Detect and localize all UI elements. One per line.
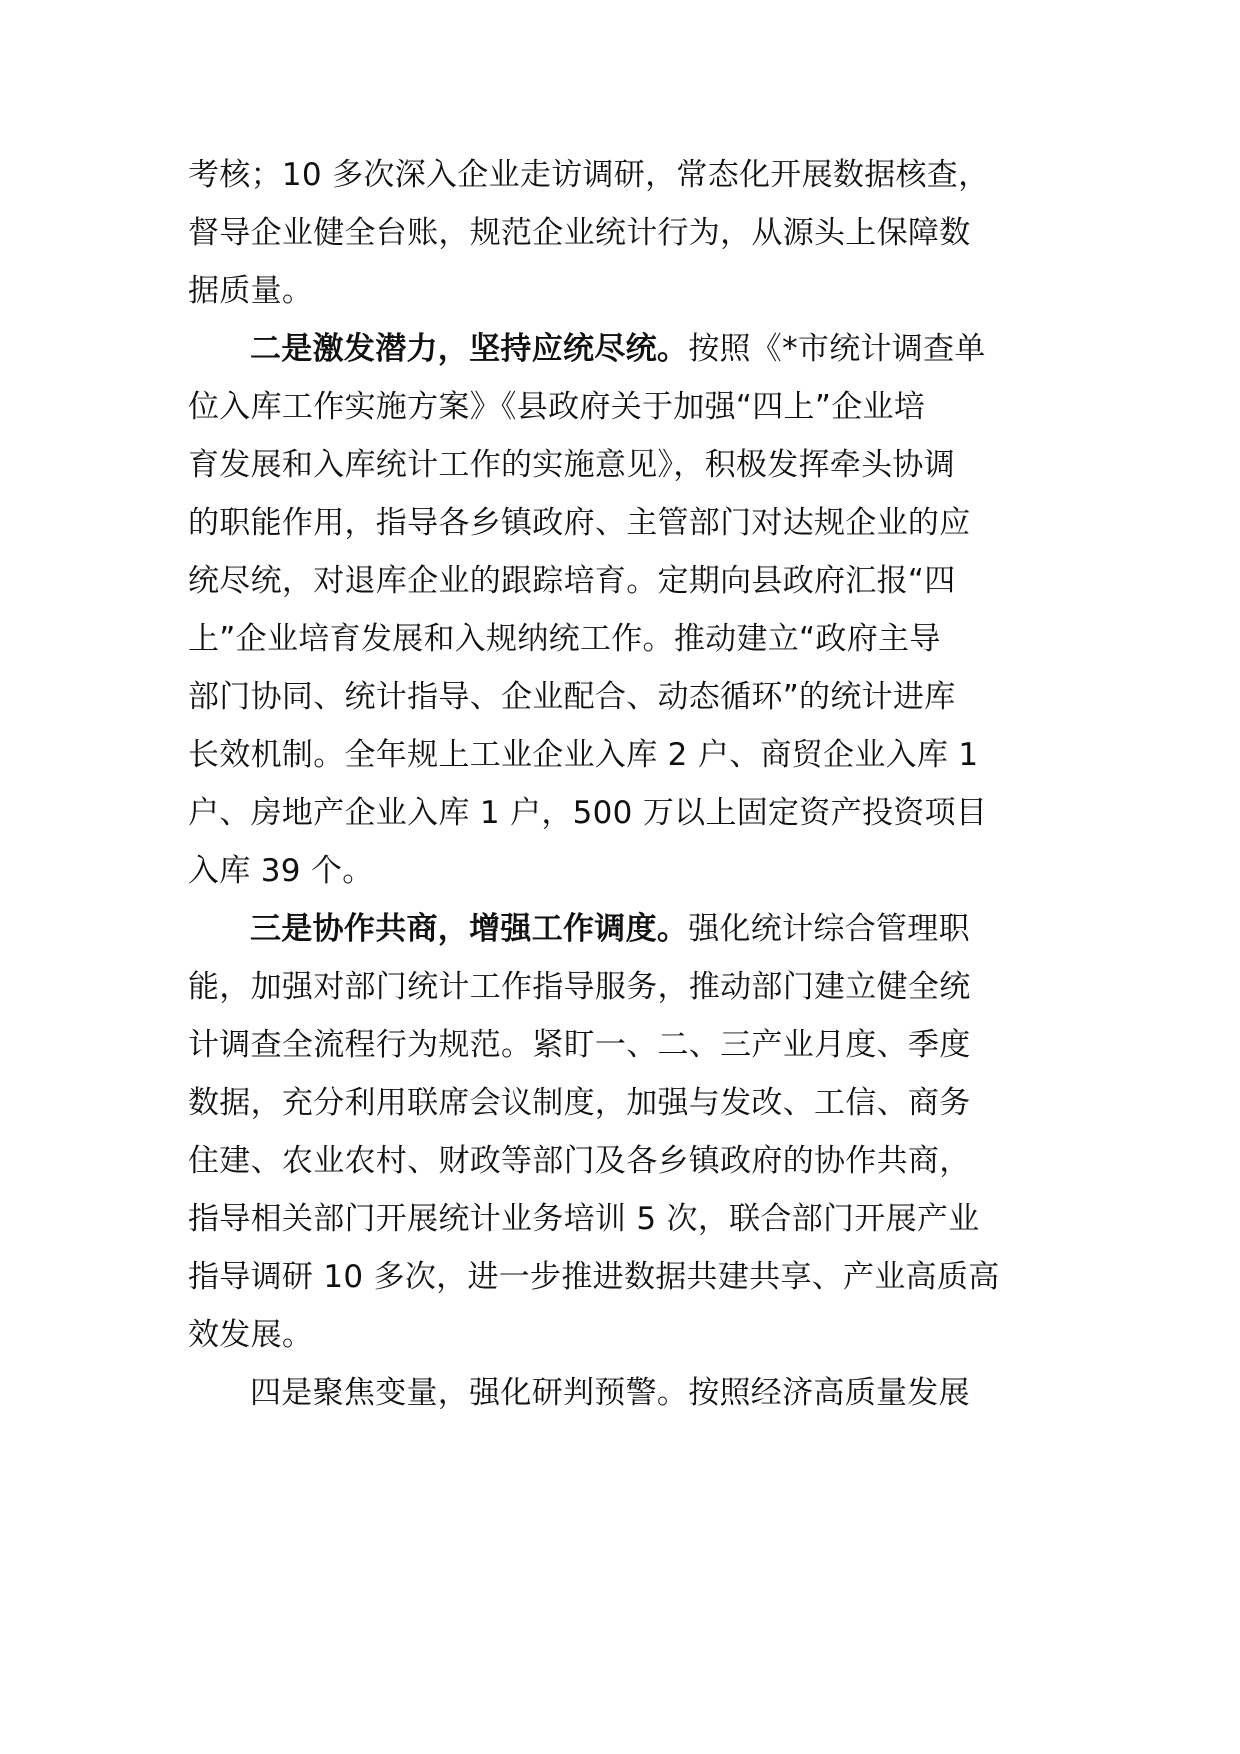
para3-line7: 指导调研 10 多次，进一步推进数据共建共享、产业高质高	[188, 1259, 1000, 1295]
para3-line2: 能，加强对部门统计工作指导服务，推动部门建立健全统	[188, 969, 971, 1005]
para2-line10: 入库 39 个。	[188, 853, 374, 889]
para2-line9: 户、房地产企业入库 1 户，500 万以上固定资产投资项目	[188, 795, 988, 831]
para3-line3: 计调查全流程行为规范。紧盯一、二、三产业月度、季度	[188, 1027, 971, 1063]
para2-line6: 上”企业培育发展和入规纳统工作。推动建立“政府主导	[188, 621, 941, 657]
para2-line2: 位入库工作实施方案》《县政府关于加强“四上”企业培	[188, 389, 926, 425]
para1-line2: 督导企业健全台账，规范企业统计行为，从源头上保障数	[188, 215, 971, 251]
para3-line1-rest: 强化统计综合管理职	[688, 911, 970, 947]
para3-line5: 住建、农业农村、财政等部门及各乡镇政府的协作共商，	[188, 1143, 971, 1179]
para2-line7: 部门协同、统计指导、企业配合、动态循环”的统计进库	[188, 679, 956, 715]
para3-line1	[250, 904, 1058, 954]
para2-line1-rest: 按照《*市统计调查单	[688, 331, 986, 367]
para3-heading: 三是协作共商，增强工作调度。	[250, 911, 689, 947]
para3-line4: 数据，充分利用联席会议制度，加强与发改、工信、商务	[188, 1085, 971, 1121]
para3-line8: 效发展。	[188, 1317, 314, 1353]
para2-heading: 二是激发潜力，坚持应统尽统。	[250, 331, 689, 367]
para1-line1: 考核；10 多次深入企业走访调研，常态化开展数据核查，	[188, 157, 990, 193]
para3-line6: 指导相关部门开展统计业务培训 5 次，联合部门开展产业	[188, 1201, 980, 1237]
para2-line4: 的职能作用，指导各乡镇政府、主管部门对达规企业的应	[188, 505, 971, 541]
para2-line5: 统尽统，对退库企业的跟踪培育。定期向县政府汇报“四	[188, 563, 956, 599]
para2-line8: 长效机制。全年规上工业企业入库 2 户、商贸企业入库 1	[188, 737, 979, 773]
para2-line1	[250, 324, 1058, 374]
para2-line3: 育发展和入库统计工作的实施意见》，积极发挥牵头协调	[188, 447, 955, 483]
para4-line1: 四是聚焦变量，强化研判预警。按照经济高质量发展	[250, 1375, 970, 1411]
para1-line3: 据质量。	[188, 273, 314, 309]
